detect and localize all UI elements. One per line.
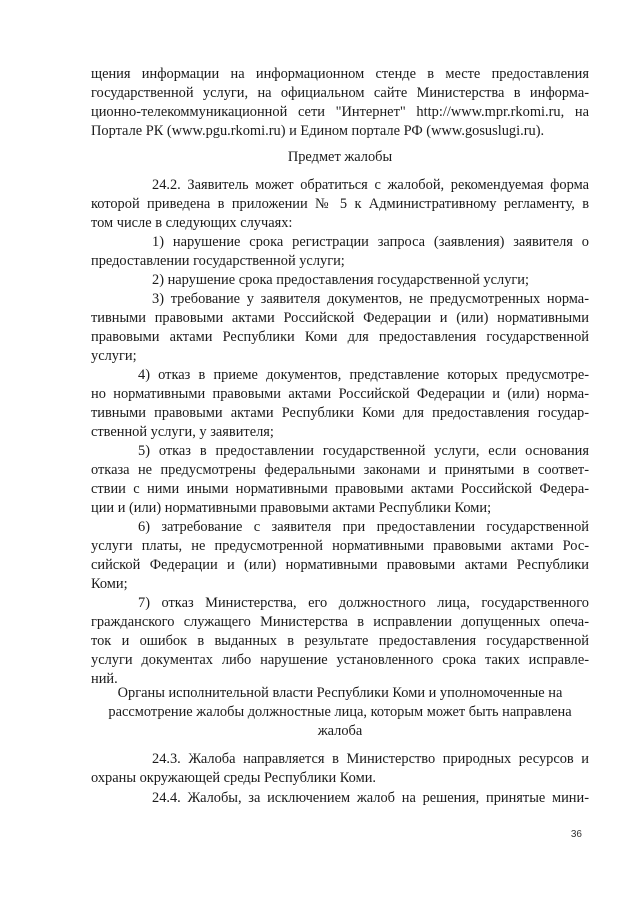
paragraph-line: отказа не предусмотрены федеральными законами и принятыми в соответ- — [91, 462, 589, 478]
paragraph-line: охраны окружающей среды Республики Коми. — [91, 770, 376, 786]
paragraph-line: 24.3. Жалоба направляется в Министерство природных ресурсов и — [152, 751, 589, 767]
paragraph-line: 24.2. Заявитель может обратиться с жалобой, рекомендуемая форма — [152, 177, 589, 193]
list-item-1: 1) нарушение срока регистрации запроса (заявления) заявителя о — [152, 234, 589, 250]
paragraph-line: услуги; — [91, 348, 137, 364]
intro-line-1: щения информации на информационном стенде в месте предоставления — [91, 66, 589, 82]
intro-line-3: ционно-телекоммуникационной сети "Интернет" http://www.mpr.rkomi.ru, на — [91, 104, 589, 120]
paragraph-line: ственной услуги, у заявителя; — [91, 424, 274, 440]
intro-line-2: государственной услуги, на официальном сайте Министерства в информа- — [91, 85, 589, 101]
paragraph-line: тивными правовыми актами Российской Федерации и (или) нормативными — [91, 310, 589, 326]
paragraph-line: ствии с ними иными нормативными правовыми актами Российской Федера- — [91, 481, 589, 497]
section-heading-authorities: Органы исполнительной власти Республики Коми и уполномоченные на — [117, 685, 563, 701]
paragraph-line: гражданского служащего Министерства в исправлении допущенных опеча- — [91, 614, 589, 630]
intro-line-4: Портале РК (www.pgu.rkomi.ru) и Едином портале РФ (www.gosuslugi.ru). — [91, 123, 545, 139]
paragraph-line: ний. — [91, 671, 118, 687]
paragraph-line: том числе в следующих случаях: — [91, 215, 293, 231]
paragraph-line: Коми; — [91, 576, 128, 592]
list-item-3: 3) требование у заявителя документов, не предусмотренных норма- — [152, 291, 589, 307]
paragraph-line: которой приведена в приложении № 5 к Административному регламенту, в — [91, 196, 589, 212]
paragraph-line: услуги документах либо нарушение установленного срока таких исправле- — [91, 652, 589, 668]
paragraph-line: но нормативными правовыми актами Российской Федерации и (или) норма- — [91, 386, 589, 402]
paragraph-line: тивными правовыми актами Республики Коми для предоставления государ- — [91, 405, 589, 421]
paragraph-line: услуги платы, не предусмотренной нормативными правовыми актами Рос- — [91, 538, 589, 554]
paragraph-line: 24.4. Жалобы, за исключением жалоб на решения, принятые мини- — [152, 790, 589, 806]
paragraph-line: ток и ошибок в выданных в результате предоставления государственной — [91, 633, 589, 649]
paragraph-line: правовыми актами Республики Коми для предоставления государственной — [91, 329, 589, 345]
paragraph-line: предоставлении государственной услуги; — [91, 253, 345, 269]
section-heading-complaint-subject: Предмет жалобы — [287, 149, 393, 165]
list-item-5: 5) отказ в предоставлении государственной услуги, если основания — [138, 443, 589, 459]
paragraph-line: ции и (или) нормативными правовыми актами Республики Коми; — [91, 500, 492, 516]
list-item-2: 2) нарушение срока предоставления государственной услуги; — [152, 272, 529, 288]
paragraph-line: сийской Федерации и (или) нормативными правовыми актами Республики — [91, 557, 589, 573]
page-number: 36 — [570, 829, 582, 840]
list-item-7: 7) отказ Министерства, его должностного лица, государственного — [138, 595, 589, 611]
list-item-6: 6) затребование с заявителя при предоставлении государственной — [138, 519, 589, 535]
section-heading-authorities: жалоба — [317, 723, 363, 739]
section-heading-authorities: рассмотрение жалобы должностные лица, которым может быть направлена — [108, 704, 572, 720]
list-item-4: 4) отказ в приеме документов, представление которых предусмотре- — [138, 367, 589, 383]
